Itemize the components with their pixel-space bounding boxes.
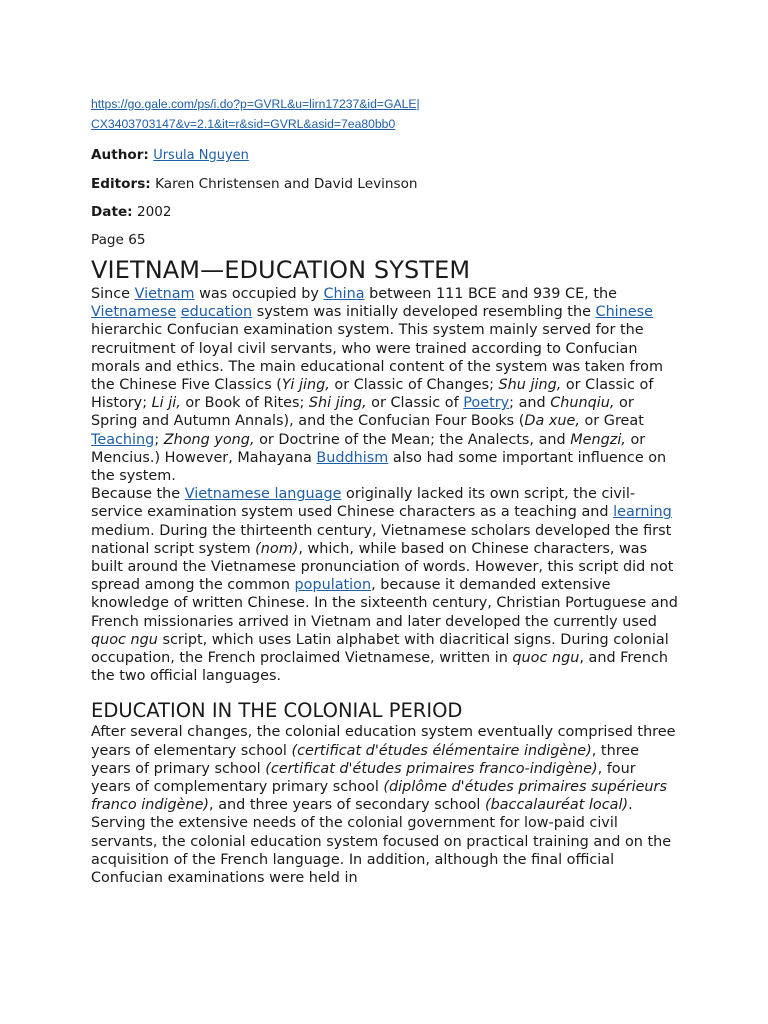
italic-term: Mengzi, bbox=[570, 431, 626, 448]
source-url[interactable] bbox=[91, 94, 679, 134]
text: , four years of complementary primary school bbox=[91, 760, 636, 796]
link-teaching[interactable]: Teaching bbox=[91, 431, 155, 448]
italic-term: (baccalauréat local) bbox=[484, 797, 629, 814]
section-heading-colonial: EDUCATION IN THE COLONIAL PERIOD bbox=[91, 699, 463, 723]
link-buddhism[interactable]: Buddhism bbox=[316, 449, 389, 466]
date-value: 2002 bbox=[136, 204, 172, 220]
italic-term: Li ji, bbox=[151, 395, 181, 412]
link-chinese[interactable]: Chinese bbox=[595, 304, 654, 321]
link-education[interactable]: education bbox=[180, 304, 253, 321]
link-population[interactable]: population bbox=[294, 577, 372, 594]
text: After several changes, the colonial education system eventually comprised three years of elementary school bbox=[91, 724, 676, 759]
italic-term: Shu jing, bbox=[498, 377, 562, 394]
text: ; and bbox=[509, 395, 551, 412]
author-line bbox=[91, 146, 679, 165]
text: or Classic of History; bbox=[91, 377, 654, 412]
text: or Book of Rites; bbox=[180, 395, 309, 412]
date-label: Date: bbox=[91, 204, 133, 220]
text: script, which uses Latin alphabet with diacritical signs. During colonial occupation, the French proclaimed Vietnamese, written in bbox=[91, 631, 669, 667]
text: , three years of primary school bbox=[91, 742, 640, 777]
italic-term: Zhong yong, bbox=[163, 431, 255, 448]
page-number: Page 65 bbox=[91, 232, 146, 248]
text: system was initially developed resembling the bbox=[252, 304, 596, 321]
link-vietnamese[interactable]: Vietnamese bbox=[91, 304, 177, 321]
text: or Mencius.) However, Mahayana bbox=[91, 431, 646, 466]
text: or Classic of bbox=[366, 395, 464, 412]
text: Since bbox=[91, 286, 135, 302]
source-url-line-2[interactable]: CX3403703147&v=2.1&it=r&sid=GVRL&asid=7ea80bb0 bbox=[91, 117, 396, 131]
author-link[interactable]: Ursula Nguyen bbox=[153, 148, 249, 163]
text: also had some important influence on the system. bbox=[91, 449, 667, 485]
text: ; bbox=[154, 431, 164, 448]
italic-term: (nom) bbox=[255, 540, 299, 557]
text: or Spring and Autumn Annals), and the Confucian Four Books ( bbox=[91, 395, 634, 430]
editors-label: Editors: bbox=[91, 176, 151, 192]
text: . Serving the extensive needs of the colonial government for low-paid civil servants, the colonial education system focused on practical training and on the acquisition of the French language. In addition, although the final official Confucian examinations were held in bbox=[91, 797, 672, 887]
source-url-line-1[interactable]: https://go.gale.com/ps/i.do?p=GVRL&u=lirn17237&id=GALE| bbox=[91, 97, 420, 111]
text: was occupied by bbox=[194, 286, 324, 302]
text: , because it demanded extensive knowledge of written Chinese. In the sixteenth century, Christian Portuguese and French missionaries arrived in Vietnam and later developed the currently used bbox=[91, 577, 678, 630]
editors-line bbox=[91, 175, 679, 193]
link-vietnam[interactable]: Vietnam bbox=[134, 286, 195, 302]
italic-term: quoc ngu bbox=[91, 631, 158, 648]
link-learning[interactable]: learning bbox=[613, 504, 672, 521]
document-page bbox=[91, 94, 679, 887]
italic-term: Chunqiu, bbox=[550, 395, 615, 412]
link-poetry[interactable]: Poetry bbox=[463, 395, 510, 412]
text: medium. During the thirteenth century, Vietnamese scholars developed the first national script system bbox=[91, 522, 672, 557]
text: Because the bbox=[91, 486, 185, 503]
article-title: VIETNAM—EDUCATION SYSTEM bbox=[91, 256, 471, 284]
italic-term: Yi jing, bbox=[281, 377, 330, 394]
paragraph-1 bbox=[91, 285, 679, 485]
italic-term: (certificat d'études élémentaire indigène) bbox=[291, 742, 592, 759]
italic-term: quoc ngu bbox=[512, 650, 580, 667]
editors-value: Karen Christensen and David Levinson bbox=[155, 176, 418, 192]
text: , and French the two official languages. bbox=[91, 650, 668, 685]
italic-term: (certificat d'études primaires franco-indigène) bbox=[265, 760, 598, 777]
text: originally lacked its own script, the civil-service examination system used Chinese characters as a teaching and bbox=[91, 486, 636, 521]
text: or Doctrine of the Mean; the Analects, and bbox=[254, 431, 571, 448]
italic-term: Da xue, bbox=[524, 413, 580, 430]
text: or Classic of Changes; bbox=[329, 377, 499, 394]
text: , and three years of secondary school bbox=[209, 797, 485, 814]
text: hierarchic Confucian examination system. This system mainly served for the recruitment of loyal civil servants, who were trained according to Confucian morals and ethics. The main educational content of the system was taken from the Chinese Five Classics ( bbox=[91, 322, 663, 394]
italic-term: Shi jing, bbox=[308, 395, 367, 412]
italic-term: (diplôme d'études primaires supérieurs franco indigène) bbox=[91, 779, 667, 814]
author-label: Author: bbox=[91, 147, 149, 163]
text: , which, while based on Chinese characters, was built around the Vietnamese pronunciation of words. However, this script did not spread among the common bbox=[91, 540, 674, 594]
link-china[interactable]: China bbox=[323, 286, 365, 302]
paragraph-3 bbox=[91, 723, 679, 887]
paragraph-2 bbox=[91, 485, 679, 685]
text: or Great bbox=[579, 413, 644, 430]
link-vietnamese-language[interactable]: Vietnamese language bbox=[184, 486, 342, 503]
text: between 111 BCE and 939 CE, the bbox=[364, 286, 617, 302]
date-line bbox=[91, 203, 679, 221]
